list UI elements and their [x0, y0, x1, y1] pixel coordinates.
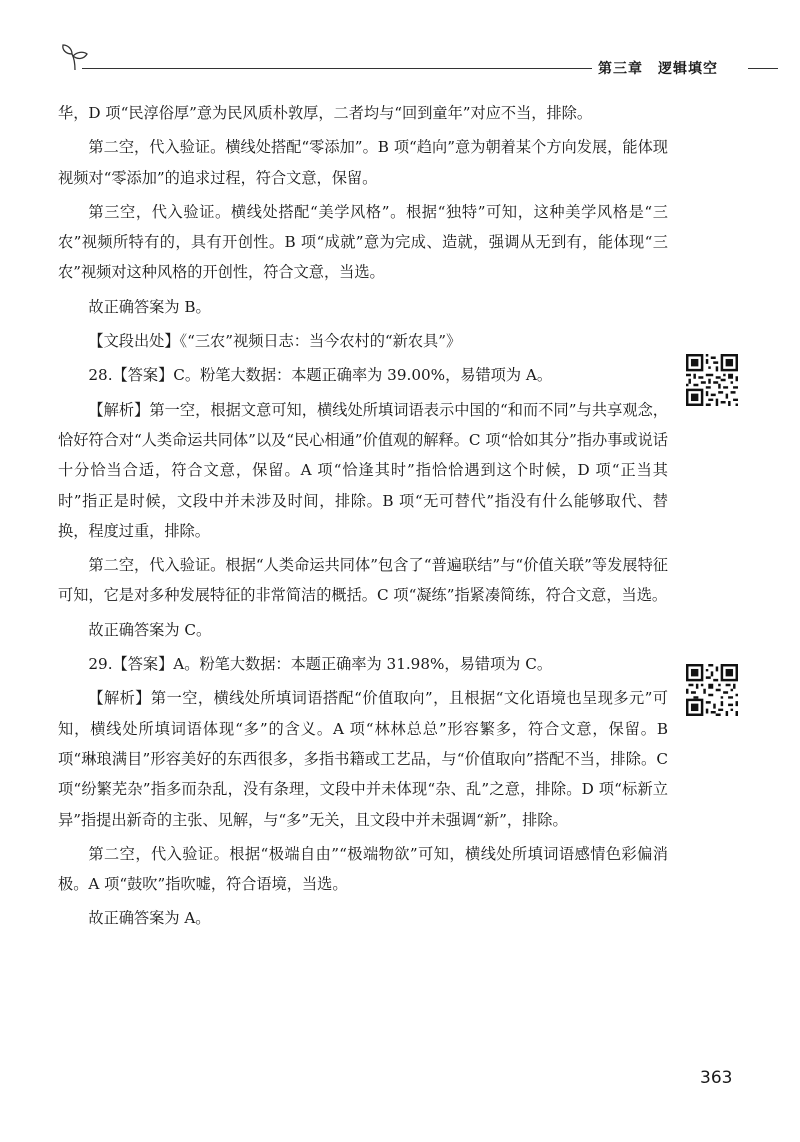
- question-28-answer: 28.【答案】C。粉笔大数据：本题正确率为 39.00%，易错项为 A。: [88, 366, 553, 385]
- running-header: [58, 40, 778, 80]
- paragraph-continued: 华，D 项“民淳俗厚”意为民风质朴敦厚，二者均与“回到童年”对应不当，排除。: [58, 104, 593, 122]
- chapter-title: 第三章 逻辑填空: [598, 61, 718, 77]
- question-29-answer: 29.【答案】A。粉笔大数据：本题正确率为 31.98%，易错项为 C。: [88, 655, 553, 674]
- answer-line: 故正确答案为 B。: [88, 297, 211, 316]
- source-note: 【文段出处】《“三农”视频日志：当今农村的“新农具”》: [88, 332, 462, 351]
- paragraph: 第三空，代入验证。横线处搭配“美学风格”。根据“独特”可知，这种美学风格是“三农”视频所特有的，具有开创性。B 项“成就”意为完成、造就，强调从无到有，能体现“三农”视频对这种风格的开创性，符合文意，当选。: [58, 202, 668, 282]
- paragraph: 第二空，代入验证。根据“极端自由”“极端物欲”可知，横线处所填词语感情色彩偏消极。A 项“鼓吹”指吹嘘，符合语境，当选。: [58, 844, 668, 894]
- question-28-analysis: 【解析】第一空，根据文意可知，横线处所填词语表示中国的“和而不同”与共享观念，恰好符合对“人类命运共同体”以及“民心相通”价值观的解释。C 项“恰如其分”指办事或说话十分恰当合适，符合文意，保留。A 项“恰逢其时”指恰恰遇到这个时候，D 项“正当其时”指正是时候，文段中并未涉及时间，排除。B 项“无可替代”指没有什么能够取代、替换，程度过重，排除。: [58, 400, 668, 540]
- answer-line: 故正确答案为 C。: [88, 620, 212, 639]
- paragraph: 第二空，代入验证。横线处搭配“零添加”。B 项“趋向”意为朝着某个方向发展，能体现视频对“零添加”的追求过程，符合文意，保留。: [58, 138, 668, 187]
- page-body: [58, 98, 668, 934]
- answer-line: 故正确答案为 A。: [88, 909, 211, 928]
- question-29-analysis: 【解析】第一空，横线处所填词语搭配“价值取向”，且根据“文化语境也呈现多元”可知，横线处所填词语体现“多”的含义。A 项“林林总总”形容繁多，符合文意，保留。B 项“琳琅满目”形容美好的东西很多，多指书籍或工艺品，与“价值取向”搭配不当，排除。C 项“纷繁芜杂”指多而杂乱，没有条理，文段中并未体现“杂、乱”之意，排除。D 项“标新立异”指提出新奇的主张、见解，与“多”无关，且文段中并未强调“新”，排除。: [58, 689, 668, 829]
- header-rule-right: [748, 68, 778, 69]
- header-rule-left: [82, 68, 592, 69]
- qr-code-icon[interactable]: [686, 354, 738, 406]
- page-number: 363: [700, 1068, 733, 1088]
- qr-code-icon[interactable]: [686, 664, 738, 716]
- paragraph: 第二空，代入验证。根据“人类命运共同体”包含了“普遍联结”与“价值关联”等发展特征可知，它是对多种发展特征的非常简洁的概括。C 项“凝练”指紧凑简练，符合文意，当选。: [58, 556, 668, 605]
